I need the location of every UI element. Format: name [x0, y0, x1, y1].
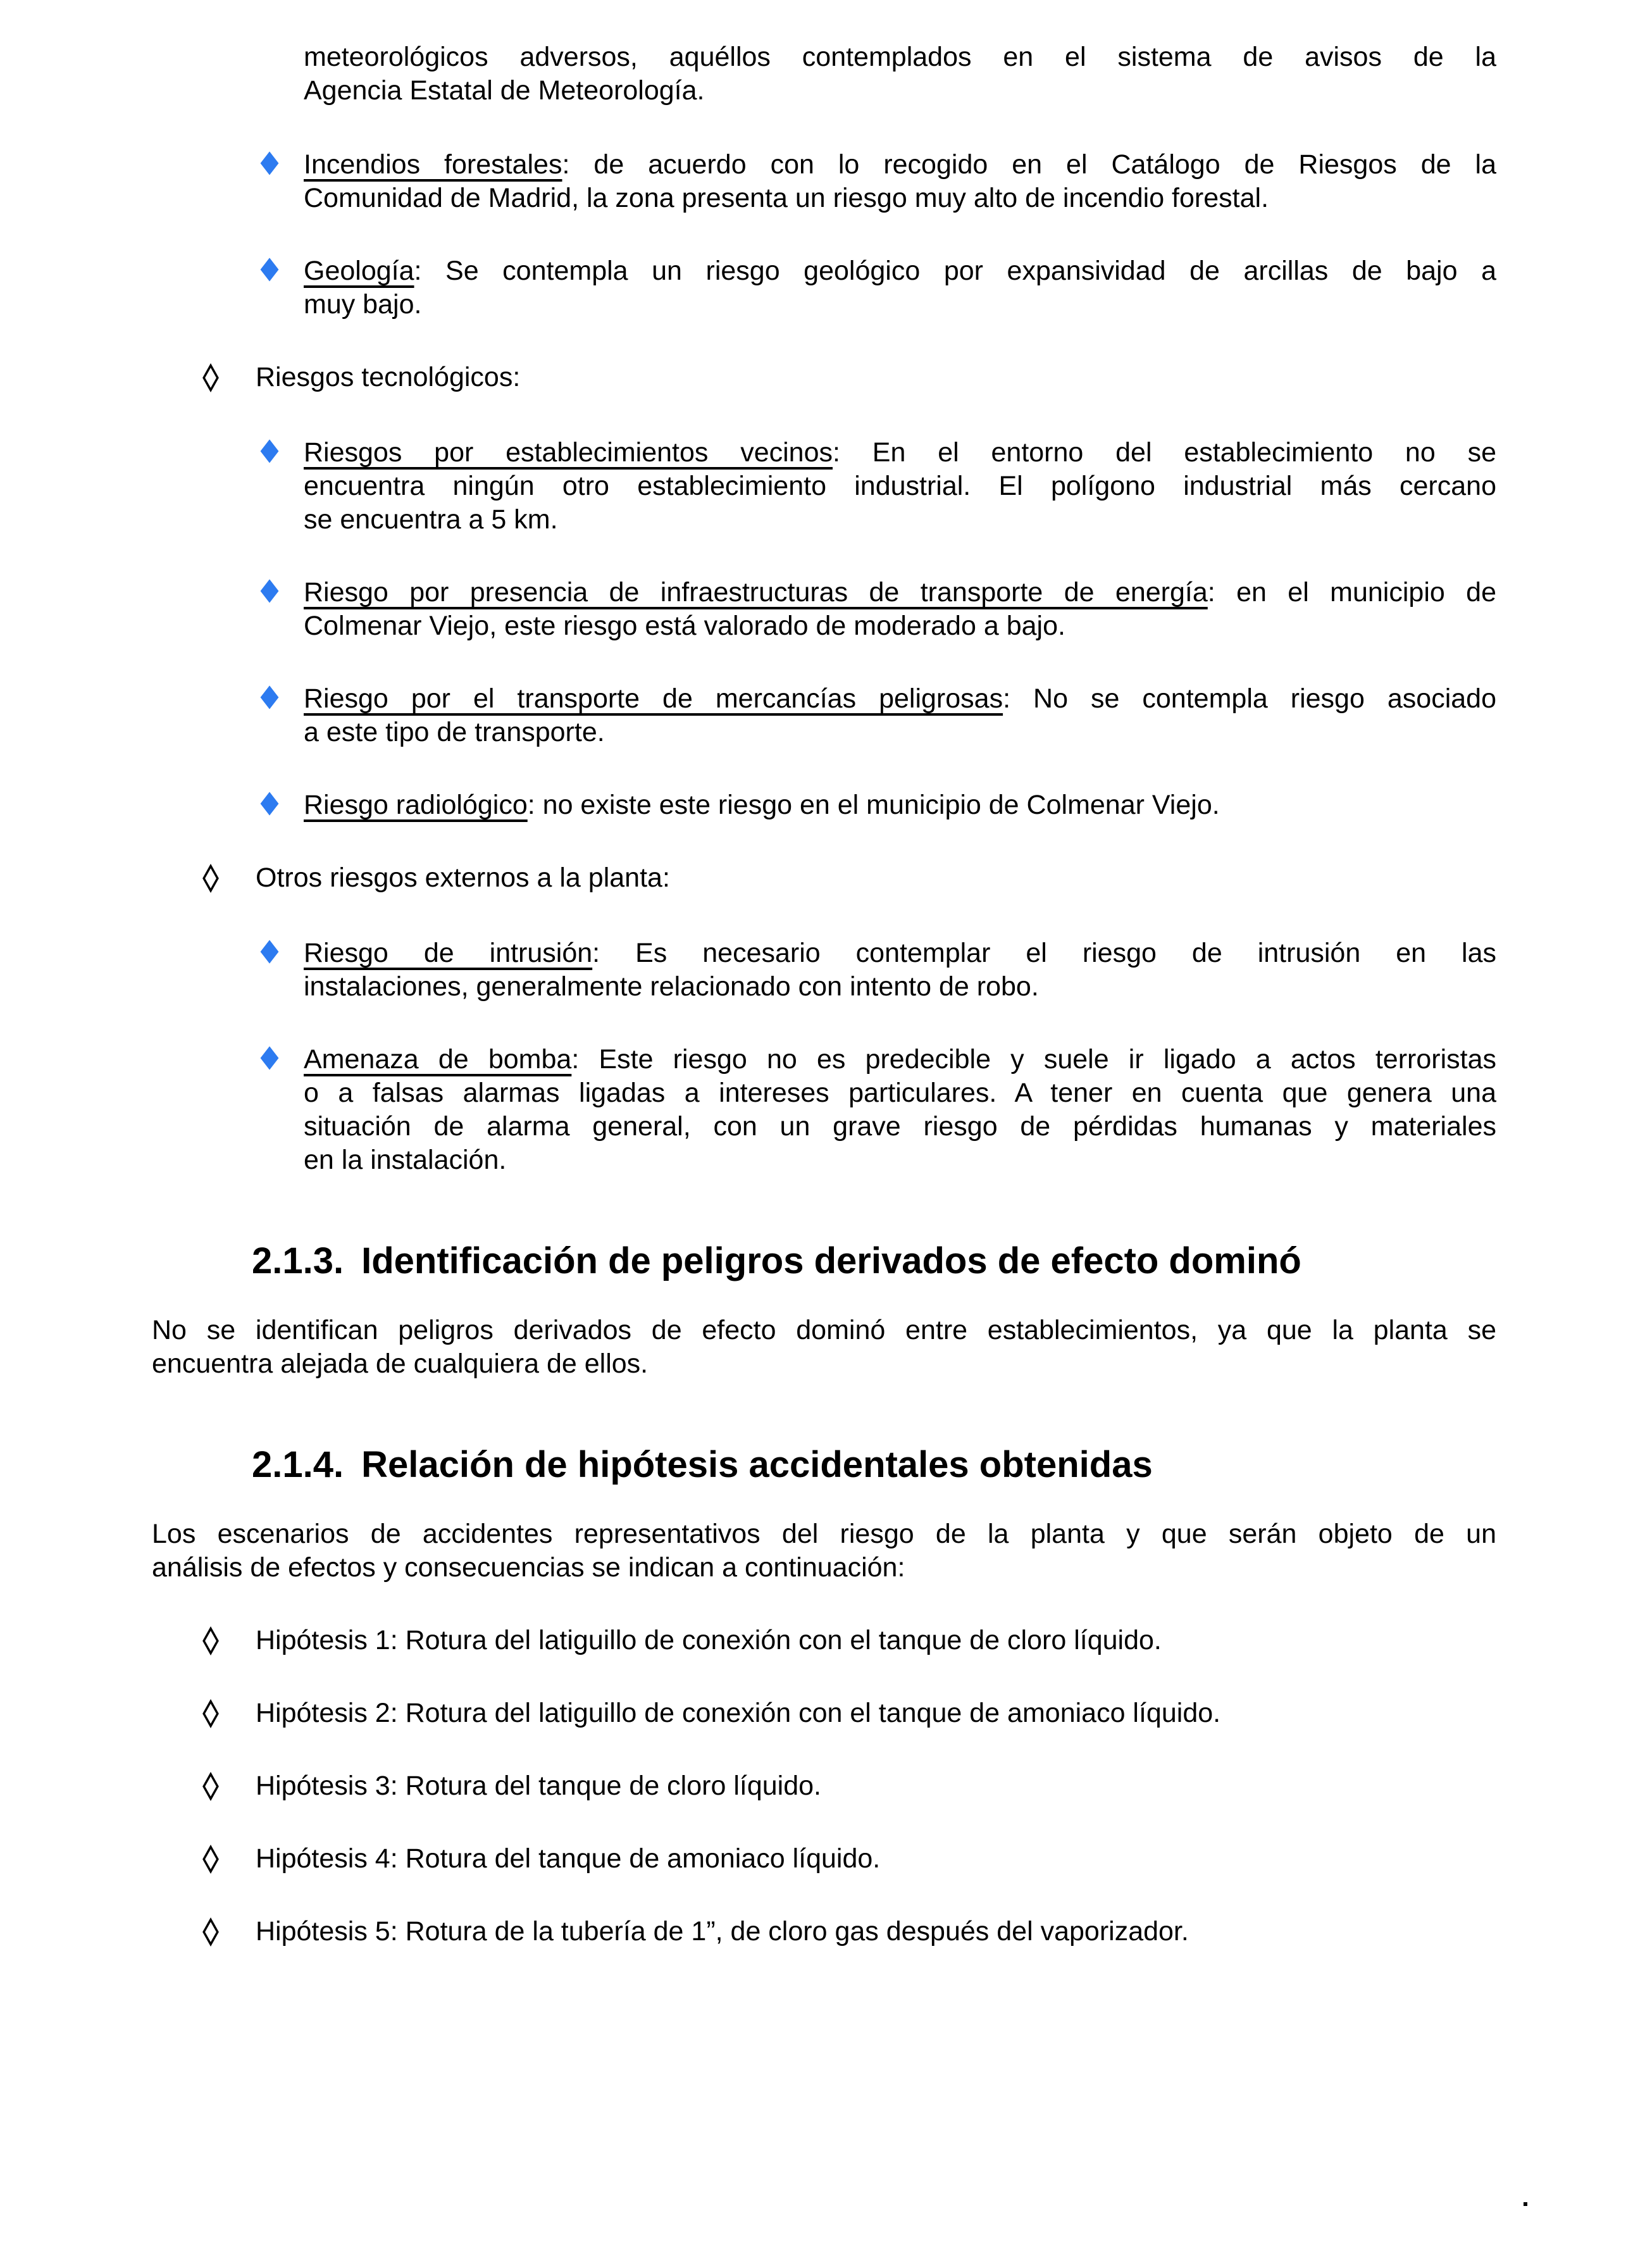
intro-continuation-paragraph — [304, 40, 1496, 108]
underlined-label: Incendios forestales — [304, 149, 562, 180]
underlined-label: Riesgos por establecimientos vecinos — [304, 437, 833, 468]
blue-diamond-bullet-icon — [261, 940, 279, 963]
line-text: Hipótesis 2: Rotura del latiguillo de conexión con el tanque de amoniaco líquido. — [256, 1698, 1221, 1728]
text-line — [304, 74, 1496, 108]
heading-number: 2.1.4. — [252, 1444, 344, 1485]
underlined-label: Riesgo por el transporte de mercancías peligrosas — [304, 683, 1003, 714]
line-text: : No se contempla riesgo asociado — [1003, 683, 1497, 714]
line-text: : Se contempla un riesgo geológico por expansividad de arcillas de bajo a — [414, 256, 1496, 286]
line-text: Otros riesgos externos a la planta: — [256, 863, 670, 893]
text-line — [152, 1517, 1496, 1551]
text-line — [256, 861, 1645, 895]
text-line — [304, 1043, 1496, 1076]
text-line — [256, 1842, 1645, 1876]
text-line — [152, 1314, 1496, 1347]
underlined-label: Geología — [304, 256, 414, 286]
bullet-amenaza-bomba — [304, 1043, 1496, 1177]
line-text: Riesgos tecnológicos: — [256, 362, 521, 392]
line-text: : Es necesario contemplar el riesgo de intrusión en las — [592, 938, 1496, 968]
heading-number: 2.1.3. — [252, 1240, 344, 1281]
underlined-label: Riesgo radiológico — [304, 790, 528, 820]
line-text: : Este riesgo no es predecible y suele ir ligado a actos terroristas — [571, 1044, 1496, 1075]
text-line — [304, 254, 1496, 288]
blue-diamond-bullet-icon — [261, 792, 279, 815]
heading-2-1-4 — [252, 1442, 1645, 1488]
open-diamond-bullet-icon — [202, 1917, 219, 1947]
text-line — [256, 1769, 1645, 1803]
bullet-hipotesis-4 — [256, 1842, 1645, 1876]
stray-mark — [1524, 2202, 1527, 2206]
text-line — [152, 1347, 1496, 1381]
paragraph-efecto-domino — [152, 1314, 1496, 1381]
bullet-hipotesis-5 — [256, 1915, 1645, 1948]
underlined-label: Amenaza de bomba — [304, 1044, 572, 1075]
open-diamond-bullet-icon — [202, 1772, 219, 1801]
text-line — [304, 1143, 1496, 1177]
heading-2-1-3 — [252, 1238, 1645, 1285]
text-line — [304, 503, 1496, 537]
bullet-incendios-forestales — [304, 148, 1496, 215]
line-text: a este tipo de transporte. — [304, 717, 605, 747]
text-line — [304, 937, 1496, 970]
bullet-establecimientos-vecinos — [304, 436, 1496, 537]
bullet-mercancias-peligrosas — [304, 682, 1496, 749]
line-text: instalaciones, generalmente relacionado con intento de robo. — [304, 971, 1039, 1002]
bullet-hipotesis-2 — [256, 1697, 1645, 1730]
line-text: : de acuerdo con lo recogido en el Catálogo de Riesgos de la — [562, 149, 1497, 180]
text-line — [256, 361, 1645, 394]
line-text: análisis de efectos y consecuencias se indican a continuación: — [152, 1552, 905, 1583]
line-text: Hipótesis 4: Rotura del tanque de amoniaco líquido. — [256, 1843, 881, 1874]
text-line — [256, 1915, 1645, 1948]
text-line — [304, 436, 1496, 470]
text-line — [256, 1624, 1645, 1657]
open-diamond-bullet-icon — [202, 1699, 219, 1728]
line-text: muy bajo. — [304, 289, 422, 320]
line-text: en la instalación. — [304, 1145, 507, 1175]
line-text: : En el entorno del establecimiento no se — [833, 437, 1496, 468]
line-text: Comunidad de Madrid, la zona presenta un riesgo muy alto de incendio forestal. — [304, 183, 1269, 213]
bullet-riesgos-tecnologicos — [256, 361, 1645, 394]
line-text: Colmenar Viejo, este riesgo está valorado de moderado a bajo. — [304, 611, 1065, 641]
text-line — [304, 682, 1496, 716]
text-line — [304, 716, 1496, 749]
line-text: encuentra alejada de cualquiera de ellos. — [152, 1349, 649, 1379]
text-line — [304, 470, 1496, 503]
bullet-hipotesis-1 — [256, 1624, 1645, 1657]
underlined-label: Riesgo de intrusión — [304, 938, 593, 968]
line-text: No se identifican peligros derivados de efecto dominó entre establecimientos, ya que la planta se — [152, 1315, 1496, 1345]
text-line — [304, 609, 1496, 643]
blue-diamond-bullet-icon — [261, 1046, 279, 1069]
text-line — [256, 1697, 1645, 1730]
blue-diamond-bullet-icon — [261, 439, 279, 463]
line-text: Hipótesis 1: Rotura del latiguillo de conexión con el tanque de cloro líquido. — [256, 1625, 1162, 1655]
line-text: encuentra ningún otro establecimiento industrial. El polígono industrial más cercano — [304, 471, 1496, 501]
open-diamond-bullet-icon — [202, 363, 219, 392]
line-text: Hipótesis 3: Rotura del tanque de cloro líquido. — [256, 1771, 821, 1801]
line-text: : no existe este riesgo en el municipio de Colmenar Viejo. — [527, 790, 1220, 820]
line-text: Hipótesis 5: Rotura de la tubería de 1”, de cloro gas después del vaporizador. — [256, 1916, 1189, 1947]
text-line — [304, 1076, 1496, 1110]
bullet-riesgo-intrusion — [304, 937, 1496, 1004]
blue-diamond-bullet-icon — [261, 685, 279, 709]
underlined-label: Riesgo por presencia de infraestructuras de transporte de energía — [304, 577, 1208, 608]
text-line — [304, 788, 1496, 822]
text-line — [304, 288, 1496, 321]
bullet-riesgo-radiologico — [304, 788, 1496, 822]
open-diamond-bullet-icon — [202, 864, 219, 893]
line-text: situación de alarma general, con un grave riesgo de pérdidas humanas y materiales — [304, 1111, 1496, 1142]
blue-diamond-bullet-icon — [261, 579, 279, 602]
blue-diamond-bullet-icon — [261, 151, 279, 175]
line-text: se encuentra a 5 km. — [304, 504, 558, 535]
bullet-geologia — [304, 254, 1496, 321]
line-text: Agencia Estatal de Meteorología. — [304, 75, 705, 106]
paragraph-escenarios — [152, 1517, 1496, 1585]
blue-diamond-bullet-icon — [261, 258, 279, 281]
line-text: : en el municipio de — [1207, 577, 1496, 608]
text-line — [304, 182, 1496, 215]
heading-text: Relación de hipótesis accidentales obtenidas — [361, 1444, 1153, 1485]
bullet-hipotesis-3 — [256, 1769, 1645, 1803]
bullet-infraestructuras-energia — [304, 576, 1496, 643]
line-text: meteorológicos adversos, aquéllos contemplados en el sistema de avisos de la — [304, 42, 1496, 72]
heading-text: Identificación de peligros derivados de efecto dominó — [361, 1240, 1301, 1281]
text-line — [152, 1551, 1496, 1585]
text-line — [304, 1110, 1496, 1143]
open-diamond-bullet-icon — [202, 1845, 219, 1874]
text-line — [304, 576, 1496, 609]
bullet-otros-riesgos-externos — [256, 861, 1645, 895]
text-line — [304, 970, 1496, 1004]
line-text: Los escenarios de accidentes representativos del riesgo de la planta y que serán objeto de un — [152, 1519, 1496, 1549]
text-line — [304, 148, 1496, 182]
line-text: o a falsas alarmas ligadas a intereses particulares. A tener en cuenta que genera una — [304, 1078, 1496, 1108]
text-line — [304, 40, 1496, 74]
open-diamond-bullet-icon — [202, 1626, 219, 1655]
